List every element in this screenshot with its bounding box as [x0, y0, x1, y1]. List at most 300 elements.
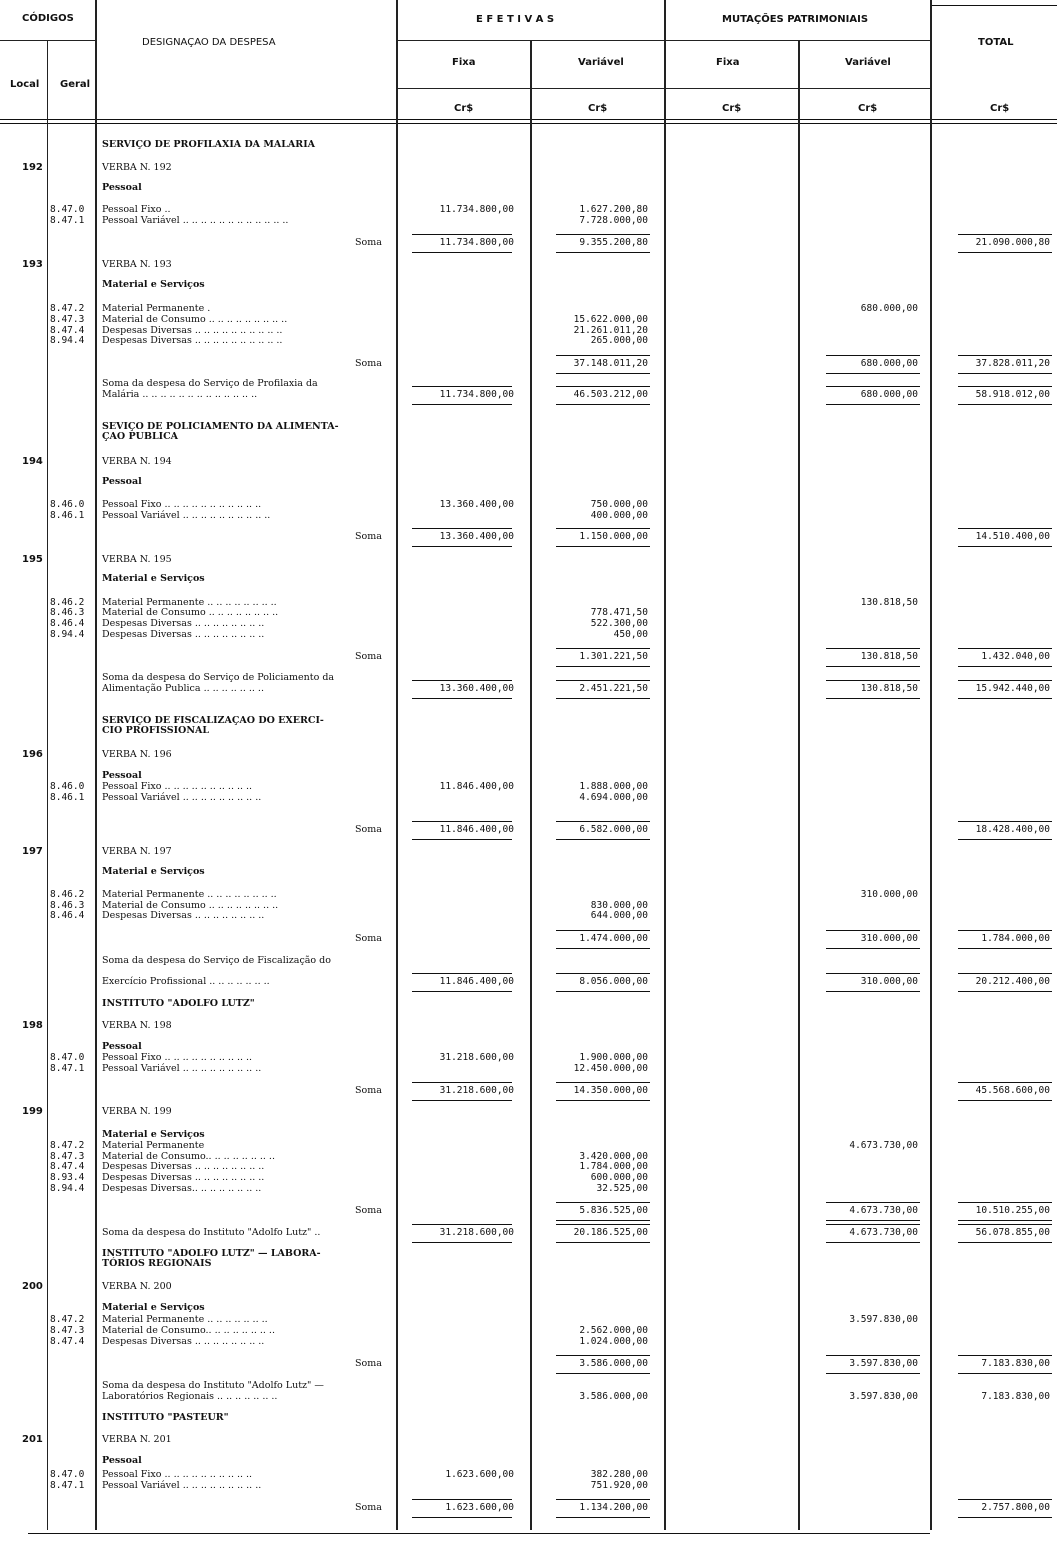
expense-description: Pessoal Variável .. .. .. .. .. .. .. .. ..: [102, 1480, 262, 1491]
expense-description: INSTITUTO "ADOLFO LUTZ" — LABORA-: [102, 1248, 321, 1259]
geral-code: 8.93.4: [50, 1172, 85, 1183]
amount-ef-var: 6.582.000,00: [579, 824, 648, 835]
expense-description: VERBA N. 198: [102, 1020, 172, 1031]
expense-description: VERBA N. 192: [102, 162, 172, 173]
sum-top-rule: [556, 821, 650, 822]
sum-bottom-rule: [412, 1517, 512, 1518]
geral-code: 8.47.1: [50, 1480, 85, 1491]
sum-top-rule: [556, 355, 650, 356]
mutacoes-header: MUTAÇÕES PATRIMONIAIS: [722, 14, 869, 25]
expense-description: Soma da despesa do Instituto "Adolfo Lutz" ..: [102, 1227, 321, 1238]
amount-ef-var: 2.451.221,50: [579, 683, 648, 694]
amount-total: 15.942.440,00: [975, 683, 1050, 694]
column-divider: [95, 0, 97, 1530]
sum-top-rule: [958, 1224, 1052, 1225]
sum-top-rule: [826, 648, 920, 649]
amount-ef-fixa: 11.734.800,00: [439, 389, 514, 400]
sum-bottom-rule: [958, 839, 1052, 840]
amount-ef-var: 830.000,00: [590, 900, 648, 911]
column-divider: [47, 40, 48, 1530]
expense-description: Material Permanente .. .. .. .. .. .. .. ..: [102, 889, 277, 900]
amount-mu-var: 680.000,00: [860, 389, 918, 400]
sum-bottom-rule: [412, 839, 512, 840]
sum-top-rule: [826, 355, 920, 356]
expense-description: Pessoal Fixo .. .. .. .. .. .. .. .. .. ..: [102, 1052, 253, 1063]
amount-total: 58.918.012,00: [975, 389, 1050, 400]
sum-bottom-rule: [556, 666, 650, 667]
expense-description: Pessoal Fixo ..: [102, 204, 171, 215]
expense-description: Soma da despesa do Serviço de Fiscalização do: [102, 955, 331, 966]
expense-description: Despesas Diversas .. .. .. .. .. .. .. .. .. ..: [102, 335, 283, 346]
amount-ef-var: 600.000,00: [590, 1172, 648, 1183]
expense-description: Laboratórios Regionais .. .. .. .. .. .. ..: [102, 1391, 278, 1402]
efetivas-fixa-header: Fixa: [452, 57, 476, 68]
expense-description: VERBA N. 196: [102, 749, 172, 760]
sum-top-rule: [556, 680, 650, 681]
geral-code: 8.47.0: [50, 1052, 85, 1063]
sum-top-rule: [412, 528, 512, 529]
verba-local-code: 198: [22, 1020, 43, 1031]
amount-total: 20.212.400,00: [975, 976, 1050, 987]
soma-label: Soma: [355, 358, 382, 369]
sum-bottom-rule: [826, 666, 920, 667]
column-divider: [530, 40, 532, 1530]
geral-code: 8.46.4: [50, 618, 85, 629]
expense-description: Pessoal: [102, 476, 142, 487]
amount-ef-var: 3.586.000,00: [579, 1358, 648, 1369]
geral-code: 8.46.3: [50, 607, 85, 618]
sum-bottom-rule: [556, 1220, 650, 1221]
geral-code: 8.46.2: [50, 889, 85, 900]
sum-top-rule: [412, 1224, 512, 1225]
expense-description: Despesas Diversas .. .. .. .. .. .. .. ..: [102, 1172, 265, 1183]
geral-code: 8.47.4: [50, 325, 85, 336]
amount-ef-var: 37.148.011,20: [573, 358, 648, 369]
sum-bottom-rule: [958, 666, 1052, 667]
amount-ef-fixa: 11.734.800,00: [439, 237, 514, 248]
sum-bottom-rule: [556, 698, 650, 699]
expense-description: Despesas Diversas.. .. .. .. .. .. .. ..: [102, 1183, 262, 1194]
sum-bottom-rule: [958, 404, 1052, 405]
expense-description: Material de Consumo.. .. .. .. .. .. .. ..: [102, 1325, 275, 1336]
amount-mu-var: 130.818,50: [860, 597, 918, 608]
expense-description: Pessoal: [102, 1455, 142, 1466]
expense-description: Pessoal: [102, 1041, 142, 1052]
sum-bottom-rule: [412, 991, 512, 992]
sum-bottom-rule: [958, 373, 1052, 374]
amount-ef-var: 1.301.221,50: [579, 651, 648, 662]
amount-ef-var: 4.694.000,00: [579, 792, 648, 803]
expense-description: Pessoal: [102, 770, 142, 781]
amount-ef-var: 9.355.200,80: [579, 237, 648, 248]
geral-code: 8.46.3: [50, 900, 85, 911]
amount-ef-var: 15.622.000,00: [573, 314, 648, 325]
amount-ef-var: 1.134.200,00: [579, 1502, 648, 1513]
sum-top-rule: [958, 930, 1052, 931]
sum-top-rule: [826, 1202, 920, 1203]
expense-description: Pessoal Variável .. .. .. .. .. .. .. .. .. ..: [102, 510, 271, 521]
column-divider: [798, 40, 800, 1530]
geral-code: 8.47.1: [50, 1063, 85, 1074]
geral-code: 8.47.2: [50, 1140, 85, 1151]
amount-total: 10.510.255,00: [975, 1205, 1050, 1216]
expense-description: Pessoal Fixo .. .. .. .. .. .. .. .. .. .. ..: [102, 499, 262, 510]
amount-ef-var: 12.450.000,00: [573, 1063, 648, 1074]
geral-code: 8.47.3: [50, 314, 85, 325]
verba-local-code: 200: [22, 1281, 43, 1292]
geral-code: 8.47.1: [50, 215, 85, 226]
amount-ef-var: 1.888.000,00: [579, 781, 648, 792]
amount-mu-var: 680.000,00: [860, 358, 918, 369]
soma-label: Soma: [355, 824, 382, 835]
geral-code: 8.46.1: [50, 510, 85, 521]
sum-bottom-rule: [958, 1242, 1052, 1243]
sum-top-rule: [958, 1499, 1052, 1500]
sum-top-rule: [556, 1202, 650, 1203]
sum-top-rule: [958, 355, 1052, 356]
amount-total: 1.432.040,00: [981, 651, 1050, 662]
sum-top-rule: [412, 1082, 512, 1083]
expense-description: ÇAO PUBLICA: [102, 431, 179, 442]
verba-local-code: 193: [22, 259, 43, 270]
sum-top-rule: [412, 234, 512, 235]
sum-bottom-rule: [412, 404, 512, 405]
expense-description: CIO PROFISSIONAL: [102, 725, 210, 736]
expense-description: Pessoal: [102, 182, 142, 193]
amount-ef-var: 751.920,00: [590, 1480, 648, 1491]
total-header: TOTAL: [978, 37, 1014, 48]
amount-mu-var: 130.818,50: [860, 651, 918, 662]
geral-code: 8.46.4: [50, 910, 85, 921]
local-header: Local: [10, 79, 40, 90]
amount-ef-var: 644.000,00: [590, 910, 648, 921]
expense-description: Pessoal Fixo .. .. .. .. .. .. .. .. .. ..: [102, 781, 253, 792]
sum-top-rule: [958, 234, 1052, 235]
soma-label: Soma: [355, 531, 382, 542]
sum-bottom-rule: [556, 1517, 650, 1518]
header-bottom-rule: [0, 123, 1057, 124]
currency-efetivas-variavel: Cr$: [588, 103, 608, 114]
sum-bottom-rule: [958, 948, 1052, 949]
verba-local-code: 197: [22, 846, 43, 857]
expense-description: Material e Serviços: [102, 1302, 205, 1313]
sum-bottom-rule: [826, 1242, 920, 1243]
verba-local-code: 199: [22, 1106, 43, 1117]
sum-bottom-rule: [412, 1242, 512, 1243]
verba-local-code: 195: [22, 554, 43, 565]
sum-bottom-rule: [556, 373, 650, 374]
amount-mu-var: 3.597.830,00: [849, 1358, 918, 1369]
sum-bottom-rule: [826, 1373, 920, 1374]
sum-bottom-rule: [958, 1373, 1052, 1374]
sum-top-rule: [556, 386, 650, 387]
amount-ef-var: 20.186.525,00: [573, 1227, 648, 1238]
expense-description: Pessoal Variável .. .. .. .. .. .. .. .. ..: [102, 1063, 262, 1074]
soma-label: Soma: [355, 651, 382, 662]
expense-description: Alimentação Publica .. .. .. .. .. .. ..: [102, 683, 264, 694]
amount-total: 2.757.800,00: [981, 1502, 1050, 1513]
amount-ef-fixa: 13.360.400,00: [439, 531, 514, 542]
expense-description: SERVIÇO DE FISCALIZAÇAO DO EXERCI-: [102, 715, 324, 726]
expense-description: Material e Serviços: [102, 279, 205, 290]
sum-top-rule: [826, 680, 920, 681]
amount-mu-var: 310.000,00: [860, 976, 918, 987]
sum-top-rule: [826, 386, 920, 387]
sum-bottom-rule: [958, 991, 1052, 992]
amount-total: 45.568.600,00: [975, 1085, 1050, 1096]
amount-ef-var: 5.836.525,00: [579, 1205, 648, 1216]
amount-ef-var: 400.000,00: [590, 510, 648, 521]
sum-bottom-rule: [958, 252, 1052, 253]
column-divider: [396, 0, 398, 1530]
amount-mu-var: 4.673.730,00: [849, 1227, 918, 1238]
amount-mu-var: 310.000,00: [860, 933, 918, 944]
sum-top-rule: [412, 386, 512, 387]
geral-code: 8.47.2: [50, 303, 85, 314]
mutacoes-fixa-header: Fixa: [716, 57, 740, 68]
sum-top-rule: [556, 973, 650, 974]
sum-bottom-rule: [556, 839, 650, 840]
expense-description: Pessoal Fixo .. .. .. .. .. .. .. .. .. ..: [102, 1469, 253, 1480]
geral-code: 8.47.0: [50, 1469, 85, 1480]
geral-code: 8.94.4: [50, 1183, 85, 1194]
column-divider: [930, 0, 932, 1530]
currency-mutacoes-fixa: Cr$: [722, 103, 742, 114]
soma-label: Soma: [355, 1205, 382, 1216]
expense-description: Despesas Diversas .. .. .. .. .. .. .. ..: [102, 910, 265, 921]
amount-ef-var: 32.525,00: [596, 1183, 648, 1194]
expense-description: Material Permanente: [102, 1140, 205, 1151]
amount-total: 21.090.000,80: [975, 237, 1050, 248]
expense-description: INSTITUTO "ADOLFO LUTZ": [102, 998, 255, 1009]
sum-top-rule: [958, 1202, 1052, 1203]
amount-mu-var: 130.818,50: [860, 683, 918, 694]
amount-mu-var: 4.673.730,00: [849, 1205, 918, 1216]
soma-label: Soma: [355, 1358, 382, 1369]
sum-top-rule: [556, 234, 650, 235]
sum-bottom-rule: [958, 1517, 1052, 1518]
sum-top-rule: [556, 930, 650, 931]
amount-mu-var: 3.597.830,00: [849, 1391, 918, 1402]
sum-bottom-rule: [556, 252, 650, 253]
expense-description: SEVIÇO DE POLICIAMENTO DA ALIMENTA-: [102, 421, 339, 432]
sum-top-rule: [958, 1355, 1052, 1356]
amount-ef-fixa: 31.218.600,00: [439, 1052, 514, 1063]
amount-ef-fixa: 11.846.400,00: [439, 824, 514, 835]
sum-bottom-rule: [412, 546, 512, 547]
amount-total: 7.183.830,00: [981, 1391, 1050, 1402]
geral-header: Geral: [60, 79, 91, 90]
designacao-header: DESIGNAÇAO DA DESPESA: [142, 37, 276, 48]
verba-local-code: 194: [22, 456, 43, 467]
sum-bottom-rule: [412, 698, 512, 699]
amount-ef-var: 46.503.212,00: [573, 389, 648, 400]
sum-top-rule: [412, 1499, 512, 1500]
sum-bottom-rule: [958, 1100, 1052, 1101]
sum-top-rule: [826, 1355, 920, 1356]
footer-rule: [28, 1533, 930, 1534]
currency-efetivas-fixa: Cr$: [454, 103, 474, 114]
expense-description: Material e Serviços: [102, 866, 205, 877]
sum-bottom-rule: [556, 1100, 650, 1101]
sum-bottom-rule: [958, 698, 1052, 699]
sum-top-rule: [412, 680, 512, 681]
sum-bottom-rule: [412, 1100, 512, 1101]
geral-code: 8.47.3: [50, 1151, 85, 1162]
geral-code: 8.47.2: [50, 1314, 85, 1325]
currency-mutacoes-variavel: Cr$: [858, 103, 878, 114]
sum-bottom-rule: [412, 252, 512, 253]
expense-description: Despesas Diversas .. .. .. .. .. .. .. ..: [102, 1161, 265, 1172]
sum-top-rule: [958, 648, 1052, 649]
sum-top-rule: [826, 973, 920, 974]
expense-description: VERBA N. 201: [102, 1434, 172, 1445]
expense-description: VERBA N. 199: [102, 1106, 172, 1117]
codigos-header: CÓDIGOS: [22, 13, 74, 24]
amount-ef-var: 450,00: [613, 629, 648, 640]
amount-ef-var: 1.474.000,00: [579, 933, 648, 944]
amount-ef-var: 21.261.011,20: [573, 325, 648, 336]
amount-ef-fixa: 11.734.800,00: [439, 204, 514, 215]
expense-description: Material de Consumo.. .. .. .. .. .. .. ..: [102, 1151, 275, 1162]
expense-description: VERBA N. 195: [102, 554, 172, 565]
expense-description: Material Permanente .. .. .. .. .. .. .. ..: [102, 597, 277, 608]
amount-ef-var: 1.150.000,00: [579, 531, 648, 542]
amount-ef-var: 750.000,00: [590, 499, 648, 510]
mutacoes-variavel-header: Variável: [845, 57, 891, 68]
amount-ef-fixa: 1.623.600,00: [445, 1502, 514, 1513]
expense-description: Material e Serviços: [102, 1129, 205, 1140]
sum-bottom-rule: [556, 991, 650, 992]
geral-code: 8.94.4: [50, 335, 85, 346]
sum-bottom-rule: [556, 1242, 650, 1243]
expense-description: Despesas Diversas .. .. .. .. .. .. .. ..: [102, 1336, 265, 1347]
sum-top-rule: [556, 1355, 650, 1356]
amount-ef-fixa: 1.623.600,00: [445, 1469, 514, 1480]
verba-local-code: 192: [22, 162, 43, 173]
expense-description: VERBA N. 193: [102, 259, 172, 270]
soma-label: Soma: [355, 237, 382, 248]
expense-description: Material de Consumo .. .. .. .. .. .. .. .. ..: [102, 314, 288, 325]
expense-description: Material Permanente .. .. .. .. .. .. ..: [102, 1314, 268, 1325]
expense-description: Pessoal Variável .. .. .. .. .. .. .. .. ..: [102, 792, 262, 803]
amount-ef-fixa: 11.846.400,00: [439, 976, 514, 987]
expense-description: Despesas Diversas .. .. .. .. .. .. .. ..: [102, 629, 265, 640]
expense-description: Soma da despesa do Instituto "Adolfo Lutz" —: [102, 1380, 324, 1391]
geral-code: 8.46.1: [50, 792, 85, 803]
amount-ef-var: 3.586.000,00: [579, 1391, 648, 1402]
efetivas-header: E F E T I V A S: [476, 14, 555, 25]
sum-bottom-rule: [826, 698, 920, 699]
soma-label: Soma: [355, 1502, 382, 1513]
amount-ef-fixa: 13.360.400,00: [439, 683, 514, 694]
sum-top-rule: [958, 1082, 1052, 1083]
amount-ef-var: 1.627.200,80: [579, 204, 648, 215]
amount-total: 56.078.855,00: [975, 1227, 1050, 1238]
sum-top-rule: [556, 1082, 650, 1083]
expense-description: Material de Consumo .. .. .. .. .. .. .. ..: [102, 900, 279, 911]
expense-description: INSTITUTO "PASTEUR": [102, 1412, 229, 1423]
geral-code: 8.47.4: [50, 1161, 85, 1172]
amount-ef-var: 1.024.000,00: [579, 1336, 648, 1347]
amount-ef-var: 265.000,00: [590, 335, 648, 346]
sum-top-rule: [412, 821, 512, 822]
sum-bottom-rule: [958, 546, 1052, 547]
expense-description: VERBA N. 197: [102, 846, 172, 857]
geral-code: 8.94.4: [50, 629, 85, 640]
sum-bottom-rule: [556, 948, 650, 949]
expense-description: Malária .. .. .. .. .. .. .. .. .. .. .. .. ..: [102, 389, 258, 400]
amount-ef-var: 2.562.000,00: [579, 1325, 648, 1336]
geral-code: 8.47.3: [50, 1325, 85, 1336]
sum-bottom-rule: [826, 991, 920, 992]
amount-ef-var: 3.420.000,00: [579, 1151, 648, 1162]
verba-local-code: 196: [22, 749, 43, 760]
amount-ef-var: 1.900.000,00: [579, 1052, 648, 1063]
amount-mu-var: 3.597.830,00: [849, 1314, 918, 1325]
column-divider: [664, 0, 666, 1530]
geral-code: 8.46.0: [50, 781, 85, 792]
sum-bottom-rule: [556, 404, 650, 405]
expense-description: Exercício Profissional .. .. .. .. .. .. ..: [102, 976, 270, 987]
amount-ef-var: 14.350.000,00: [573, 1085, 648, 1096]
expense-description: Material Permanente .: [102, 303, 211, 314]
amount-ef-var: 382.280,00: [590, 1469, 648, 1480]
amount-ef-fixa: 31.218.600,00: [439, 1085, 514, 1096]
sum-bottom-rule: [826, 1220, 920, 1221]
amount-total: 18.428.400,00: [975, 824, 1050, 835]
amount-ef-var: 522.300,00: [590, 618, 648, 629]
sum-top-rule: [556, 528, 650, 529]
amount-ef-fixa: 31.218.600,00: [439, 1227, 514, 1238]
sum-bottom-rule: [826, 404, 920, 405]
verba-local-code: 201: [22, 1434, 43, 1445]
geral-code: 8.46.2: [50, 597, 85, 608]
expense-description: SERVIÇO DE PROFILAXIA DA MALARIA: [102, 139, 316, 150]
amount-total: 1.784.000,00: [981, 933, 1050, 944]
soma-label: Soma: [355, 933, 382, 944]
soma-label: Soma: [355, 1085, 382, 1096]
amount-mu-var: 680.000,00: [860, 303, 918, 314]
header-bottom-rule: [0, 119, 1057, 120]
amount-ef-var: 7.728.000,00: [579, 215, 648, 226]
sum-top-rule: [958, 680, 1052, 681]
sum-top-rule: [958, 973, 1052, 974]
amount-mu-var: 310.000,00: [860, 889, 918, 900]
efetivas-variavel-header: Variável: [578, 57, 624, 68]
amount-ef-fixa: 13.360.400,00: [439, 499, 514, 510]
amount-ef-fixa: 11.846.400,00: [439, 781, 514, 792]
expense-description: Despesas Diversas .. .. .. .. .. .. .. ..: [102, 618, 265, 629]
sum-top-rule: [556, 1499, 650, 1500]
currency-total: Cr$: [990, 103, 1010, 114]
expense-description: Material e Serviços: [102, 573, 205, 584]
expense-description: Pessoal Variável .. .. .. .. .. .. .. .. .. .. .. ..: [102, 215, 289, 226]
amount-ef-var: 8.056.000,00: [579, 976, 648, 987]
expense-description: VERBA N. 194: [102, 456, 172, 467]
sum-bottom-rule: [958, 1220, 1052, 1221]
sum-top-rule: [958, 821, 1052, 822]
expense-description: TÓRIOS REGIONAIS: [102, 1258, 212, 1269]
sum-top-rule: [556, 1224, 650, 1225]
sum-bottom-rule: [826, 948, 920, 949]
expense-description: VERBA N. 200: [102, 1281, 172, 1292]
amount-total: 37.828.011,20: [975, 358, 1050, 369]
sum-bottom-rule: [826, 373, 920, 374]
geral-code: 8.47.4: [50, 1336, 85, 1347]
amount-total: 14.510.400,00: [975, 531, 1050, 542]
expense-description: Soma da despesa do Serviço de Policiamento da: [102, 672, 335, 683]
